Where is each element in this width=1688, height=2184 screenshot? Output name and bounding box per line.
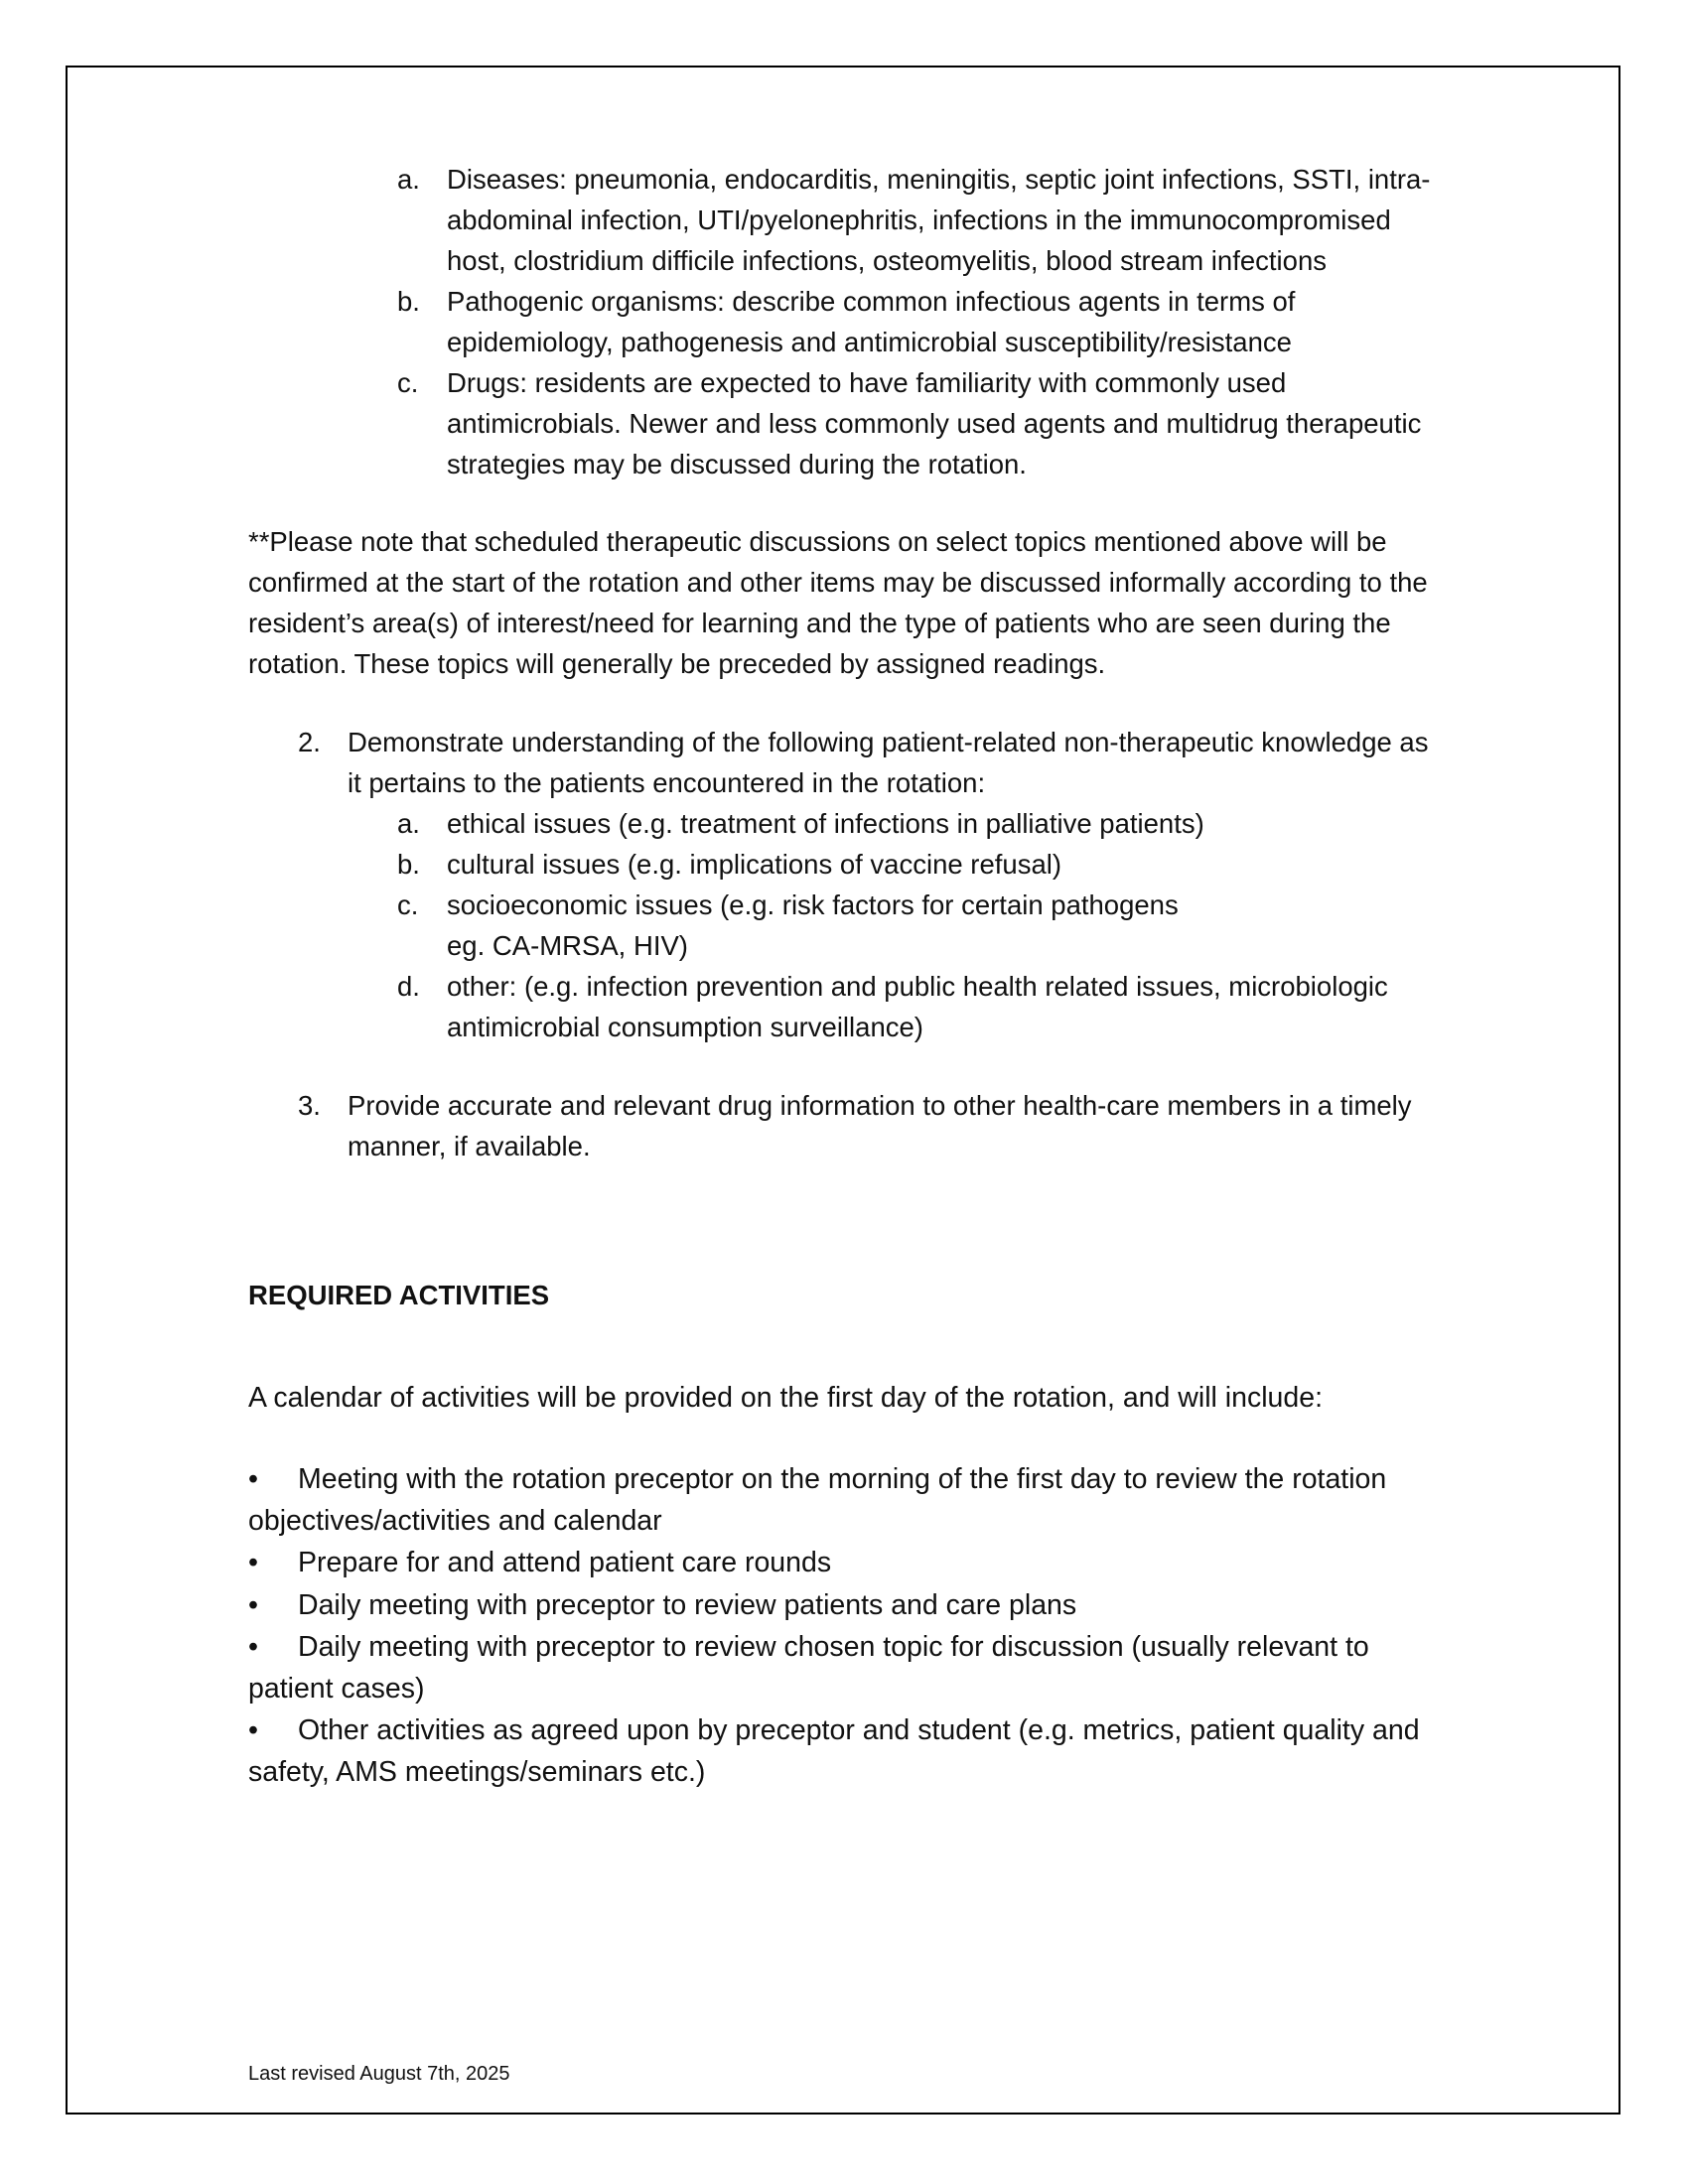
list-marker: 3.	[298, 1090, 321, 1121]
bullet-icon: •	[248, 1714, 258, 1746]
list-item	[248, 281, 1440, 362]
section-heading: REQUIRED ACTIVITIES	[248, 1280, 550, 1310]
list-item	[248, 1585, 1440, 1627]
list-item-text: Other activities as agreed upon by preceptor and student (e.g. metrics, patient quality and safety, AMS meetings/seminars etc.)	[248, 1714, 1420, 1788]
list-item	[248, 1710, 1440, 1793]
list-item-text: socioeconomic issues (e.g. risk factors for certain pathogens eg. CA-MRSA, HIV)	[447, 889, 1179, 961]
objective-2	[248, 722, 1440, 803]
list-item-text: Diseases: pneumonia, endocarditis, meningitis, septic joint infections, SSTI, intra-abdominal infection, UTI/pyelonephritis, infections in the immunocompromised host, clostridium difficile infections, osteomyelitis, blood stream infections	[447, 164, 1431, 276]
objective-2-text: Demonstrate understanding of the following patient-related non-therapeutic knowledge as it pertains to the patients encountered in the rotation:	[348, 727, 1429, 798]
list-item-text: Daily meeting with preceptor to review patients and care plans	[298, 1588, 1077, 1621]
list-item	[248, 844, 1440, 885]
objective-1-sublist	[248, 159, 1440, 484]
bullet-icon: •	[248, 1588, 258, 1621]
list-item-text: cultural issues (e.g. implications of vaccine refusal)	[447, 849, 1062, 880]
bullet-icon: •	[248, 1547, 258, 1578]
list-item-text: ethical issues (e.g. treatment of infections in palliative patients)	[447, 808, 1204, 839]
list-item	[248, 803, 1440, 844]
list-item-text: other: (e.g. infection prevention and public health related issues, microbiologic antimicrobial consumption surveillance)	[447, 971, 1388, 1042]
list-marker: c.	[397, 367, 419, 398]
bullet-icon: •	[248, 1631, 258, 1663]
objective-3-text: Provide accurate and relevant drug information to other health-care members in a timely manner, if available.	[348, 1090, 1412, 1161]
list-marker: a.	[397, 808, 420, 839]
list-marker: 2.	[298, 727, 321, 757]
list-item-text: Drugs: residents are expected to have familiarity with commonly used antimicrobials. Newer and less commonly used agents and multidrug therapeutic strategies may be discussed during the rotation.	[447, 367, 1422, 479]
list-item	[248, 1459, 1440, 1542]
objective-2-sublist	[248, 803, 1440, 1047]
list-item	[248, 1627, 1440, 1709]
objective-3	[248, 1085, 1440, 1166]
list-item	[248, 966, 1440, 1047]
activities-bullet-list	[248, 1459, 1440, 1793]
footer-revision-date: Last revised August 7th, 2025	[248, 2063, 510, 2085]
list-marker: c.	[397, 889, 419, 920]
list-marker: b.	[397, 849, 420, 880]
list-marker: b.	[397, 286, 420, 317]
list-item-text: Pathogenic organisms: describe common infectious agents in terms of epidemiology, pathogenesis and antimicrobial susceptibility/resistance	[447, 286, 1296, 357]
calendar-intro: A calendar of activities will be provided on the first day of the rotation, and will include:	[248, 1382, 1324, 1414]
therapeutic-discussion-note: **Please note that scheduled therapeutic discussions on select topics mentioned above will be confirmed at the start of the rotation and other items may be discussed informally according to the resident’s area(s) of interest/need for learning and the type of patients who are seen during the rotation. These topics will generally be preceded by assigned readings.	[248, 526, 1428, 679]
list-item	[248, 1543, 1440, 1584]
bullet-icon: •	[248, 1463, 258, 1495]
list-item	[248, 885, 1440, 966]
list-item-text: Daily meeting with preceptor to review chosen topic for discussion (usually relevant to patient cases)	[248, 1631, 1369, 1705]
list-marker: d.	[397, 971, 420, 1002]
list-item-text: Prepare for and attend patient care rounds	[298, 1547, 832, 1578]
list-marker: a.	[397, 164, 420, 195]
list-item-text: Meeting with the rotation preceptor on the morning of the first day to review the rotation objectives/activities and calendar	[248, 1463, 1387, 1537]
list-item	[248, 159, 1440, 281]
list-item	[248, 362, 1440, 484]
document-body	[248, 159, 1440, 1794]
